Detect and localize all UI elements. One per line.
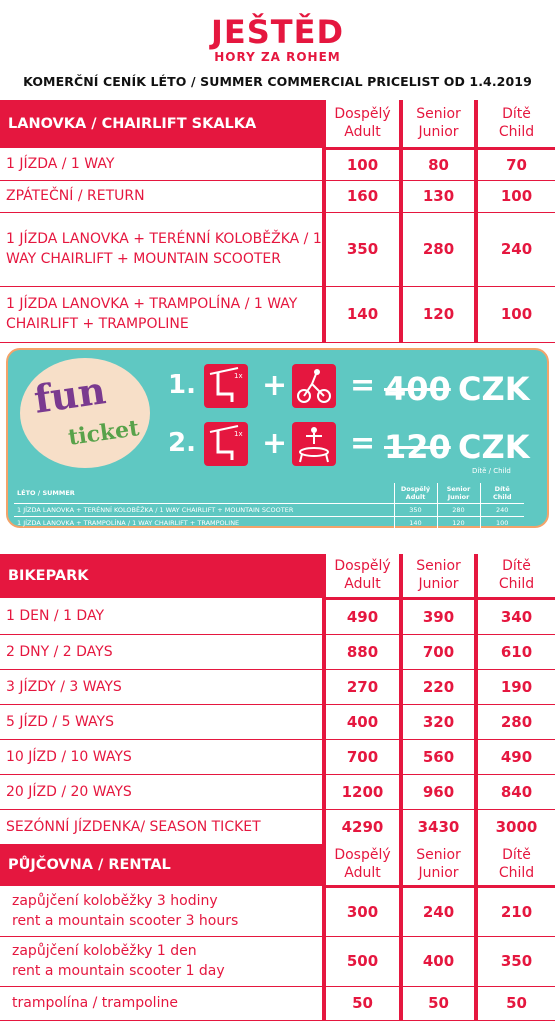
- row-label: 10 JÍZD / 10 WAYS: [0, 739, 324, 774]
- table-row: [0, 286, 555, 342]
- table-row: [0, 634, 555, 669]
- offer-number: 2.: [168, 428, 196, 458]
- equals-sign: =: [350, 426, 376, 461]
- row-label: 1 JÍZDA / 1 WAY: [0, 148, 324, 180]
- row-label: trampolína / trampoline: [0, 986, 324, 1020]
- price-adult: 140: [324, 286, 401, 342]
- price-child: 490: [476, 739, 555, 774]
- price-adult: 100: [324, 148, 401, 180]
- table-row: [0, 598, 555, 634]
- table-row: [0, 936, 555, 986]
- price-adult: 350: [394, 504, 437, 517]
- table-row: [0, 886, 555, 936]
- price-adult: 1200: [324, 774, 401, 809]
- price-child: 840: [476, 774, 555, 809]
- price-senior: 3430: [401, 809, 476, 844]
- table-row: [0, 986, 555, 1020]
- row-label: 1 JÍZDA LANOVKA + TERÉNNÍ KOLOBĚŽKA / 1 WAY CHAIRLIFT + MOUNTAIN SCOOTER: [0, 212, 324, 286]
- table-row: [0, 704, 555, 739]
- price-adult: 140: [394, 517, 437, 530]
- price-adult: 400: [324, 704, 401, 739]
- col-child: Dítě Child: [476, 844, 555, 886]
- col-senior: Senior Junior: [401, 844, 476, 886]
- price-senior: 130: [401, 180, 476, 212]
- row-label: SEZÓNNÍ JÍZDENKA/ SEASON TICKET: [0, 809, 324, 844]
- badge-1x: 1x: [234, 430, 243, 438]
- price-child: 240: [476, 212, 555, 286]
- chairlift-icon: [204, 364, 248, 408]
- price-child: 350: [476, 936, 555, 986]
- section-heading: BIKEPARK: [0, 554, 324, 598]
- row-label: 1 JÍZDA LANOVKA + TERÉNNÍ KOLOBĚŽKA / 1 WAY CHAIRLIFT + MOUNTAIN SCOOTER: [14, 504, 394, 517]
- price-child: 3000: [476, 809, 555, 844]
- mini-col-senior: Senior Junior: [437, 483, 480, 504]
- price-child: 50: [476, 986, 555, 1020]
- price-adult: 350: [324, 212, 401, 286]
- bikepark-table: [0, 554, 555, 845]
- price-adult: 500: [324, 936, 401, 986]
- row-label: 1 JÍZDA LANOVKA + TRAMPOLÍNA / 1 WAY CHAIRLIFT + TRAMPOLINE: [14, 517, 394, 530]
- price-senior: 120: [437, 517, 480, 530]
- table-row: [14, 504, 524, 517]
- rental-table: [0, 844, 555, 1021]
- table-row: [14, 517, 524, 530]
- col-adult: Dospělý Adult: [324, 844, 401, 886]
- col-adult: Dospělý Adult: [324, 554, 401, 598]
- table-header: [0, 100, 555, 148]
- ticket-logo-text: ticket: [66, 415, 141, 451]
- row-label: 2 DNY / 2 DAYS: [0, 634, 324, 669]
- price-child: 610: [476, 634, 555, 669]
- price-child: 280: [476, 704, 555, 739]
- old-price: 400: [384, 370, 451, 408]
- price-senior: 320: [401, 704, 476, 739]
- section-heading: PŮJČOVNA / RENTAL: [0, 844, 324, 886]
- price-child: 70: [476, 148, 555, 180]
- price-senior: 280: [401, 212, 476, 286]
- logo-tagline: HORY ZA ROHEM: [214, 50, 341, 64]
- plus-sign: +: [262, 368, 288, 403]
- row-label: zapůjčení koloběžky 3 hodiny rent a mountain scooter 3 hours: [0, 886, 324, 936]
- price-adult: 300: [324, 886, 401, 936]
- offer-number: 1.: [168, 370, 196, 400]
- mini-col-child: Dítě Child: [480, 483, 524, 504]
- price-adult: 880: [324, 634, 401, 669]
- col-senior: Senior Junior: [401, 554, 476, 598]
- mini-heading: LÉTO / SUMMER: [14, 483, 394, 504]
- old-price: 120: [384, 428, 451, 466]
- price-adult: 50: [324, 986, 401, 1020]
- row-label: ZPÁTEČNÍ / RETURN: [0, 180, 324, 212]
- dite-child-note: Dítě / Child: [472, 467, 511, 475]
- row-label: 1 DEN / 1 DAY: [0, 598, 324, 634]
- col-child: Dítě Child: [476, 100, 555, 148]
- table-row: [0, 739, 555, 774]
- price-child: 190: [476, 669, 555, 704]
- price-senior: 400: [401, 936, 476, 986]
- price-child: 100: [476, 286, 555, 342]
- badge-1x: 1x: [234, 372, 243, 380]
- price-senior: 80: [401, 148, 476, 180]
- scooter-icon: [292, 364, 336, 408]
- price-senior: 280: [437, 504, 480, 517]
- equals-sign: =: [350, 368, 376, 403]
- page-title: KOMERČNÍ CENÍK LÉTO / SUMMER COMMERCIAL PRICELIST OD 1.4.2019: [23, 74, 532, 89]
- col-child: Dítě Child: [476, 554, 555, 598]
- lanovka-table: [0, 100, 555, 343]
- table-header: [0, 844, 555, 886]
- row-label: zapůjčení koloběžky 1 den rent a mountain scooter 1 day: [0, 936, 324, 986]
- price-child: 240: [480, 504, 524, 517]
- section-heading: LANOVKA / CHAIRLIFT SKALKA: [0, 100, 324, 148]
- fun-ticket-mini-table: [14, 483, 524, 530]
- price-senior: 960: [401, 774, 476, 809]
- trampoline-icon: [292, 422, 336, 466]
- price-child: 340: [476, 598, 555, 634]
- price-adult: 490: [324, 598, 401, 634]
- col-senior: Senior Junior: [401, 100, 476, 148]
- fun-ticket-logo: [20, 358, 150, 468]
- col-adult: Dospělý Adult: [324, 100, 401, 148]
- price-senior: 560: [401, 739, 476, 774]
- table-row: [0, 774, 555, 809]
- mini-table-header: [14, 483, 524, 504]
- row-label: 3 JÍZDY / 3 WAYS: [0, 669, 324, 704]
- price-senior: 390: [401, 598, 476, 634]
- price-senior: 220: [401, 669, 476, 704]
- logo-text: JEŠTĚD: [210, 13, 345, 51]
- price-senior: 240: [401, 886, 476, 936]
- logo: [0, 14, 555, 64]
- price-senior: 50: [401, 986, 476, 1020]
- currency: CZK: [458, 370, 530, 408]
- price-senior: 120: [401, 286, 476, 342]
- price-adult: 700: [324, 739, 401, 774]
- row-label: 5 JÍZD / 5 WAYS: [0, 704, 324, 739]
- price-adult: 270: [324, 669, 401, 704]
- table-row: [0, 148, 555, 180]
- row-label: 1 JÍZDA LANOVKA + TRAMPOLÍNA / 1 WAY CHAIRLIFT + TRAMPOLINE: [0, 286, 324, 342]
- chairlift-icon: [204, 422, 248, 466]
- price-senior: 700: [401, 634, 476, 669]
- fun-logo-text: fun: [31, 367, 109, 422]
- table-row: [0, 669, 555, 704]
- table-header: [0, 554, 555, 598]
- price-child: 210: [476, 886, 555, 936]
- row-label: 20 JÍZD / 20 WAYS: [0, 774, 324, 809]
- price-adult: 160: [324, 180, 401, 212]
- mini-col-adult: Dospělý Adult: [394, 483, 437, 504]
- price-child: 100: [476, 180, 555, 212]
- price-child: 100: [480, 517, 524, 530]
- table-row: [0, 809, 555, 844]
- currency: CZK: [458, 428, 530, 466]
- table-row: [0, 212, 555, 286]
- price-adult: 4290: [324, 809, 401, 844]
- plus-sign: +: [262, 426, 288, 461]
- table-row: [0, 180, 555, 212]
